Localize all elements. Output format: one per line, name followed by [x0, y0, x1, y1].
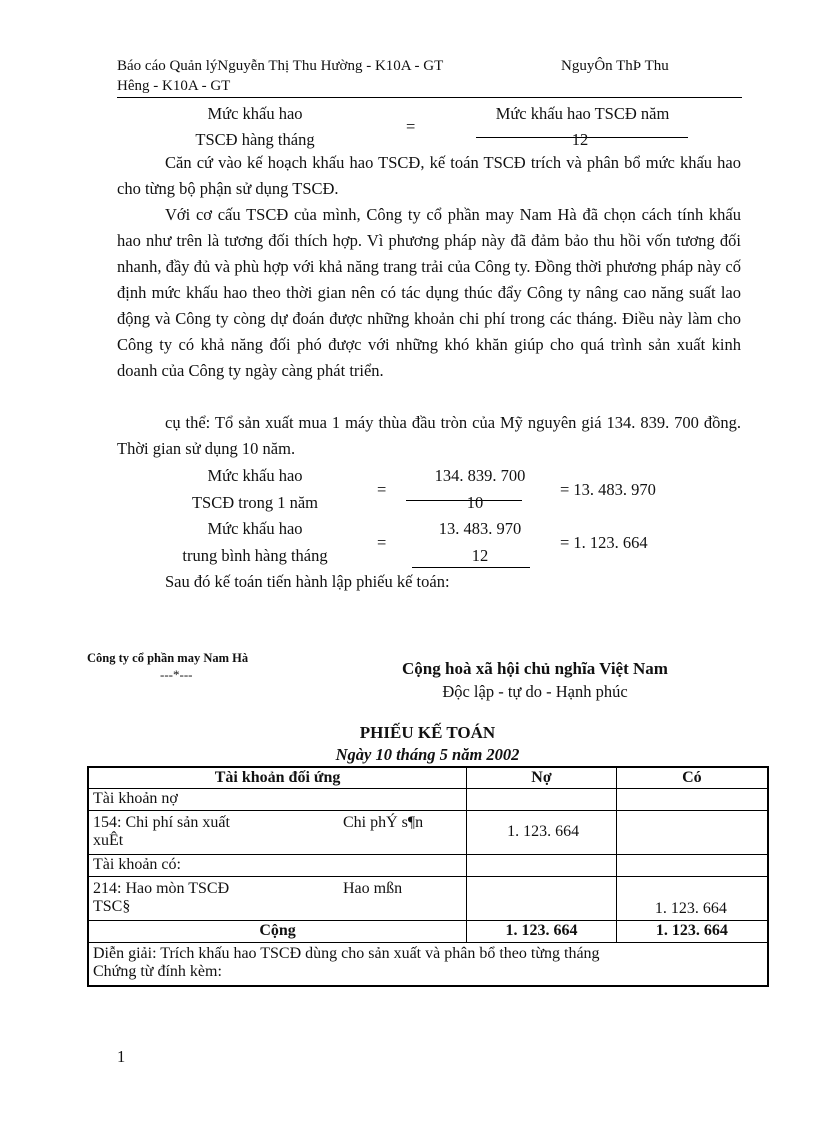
total-label: Cộng: [88, 920, 467, 942]
credit-account: 214: Hao mòn TSCĐ: [93, 880, 230, 897]
header-left: Báo cáo Quản lýNguyễn Thị Thu Hường - K10A - GT: [117, 58, 444, 74]
voucher-table: [87, 766, 769, 987]
header-right: NguyÔn ThÞ Thu: [561, 58, 669, 74]
table-row: [88, 810, 768, 854]
credit-account-cell: [88, 876, 467, 920]
debit-account: 154: Chi phí sản xuất: [93, 814, 230, 831]
paragraph-3: cụ thể: Tổ sản xuất mua 1 máy thùa đầu tròn của Mỹ nguyên giá 134. 839. 700 đồng. Thời gian sử dụng 10 năm.: [117, 413, 741, 458]
debit-amount-empty: [467, 876, 617, 920]
page-number: 1: [117, 1047, 126, 1066]
credit-account-label: Tài khoản có:: [88, 854, 467, 876]
table-header-row: [88, 767, 768, 788]
header-debit: Nợ: [467, 767, 617, 788]
company-separator: ---*---: [160, 667, 193, 682]
national-motto: Độc lập - tự do - Hạnh phúc: [442, 682, 628, 701]
debit-account-cont: xuÊt: [93, 832, 124, 849]
header-account: Tài khoản đối ứng: [88, 767, 467, 788]
header-credit: Có: [616, 767, 768, 788]
total-row: [88, 920, 768, 942]
formula1-numerator: Mức khấu hao TSCĐ năm: [495, 104, 670, 123]
fraction-bar: [412, 567, 530, 568]
voucher-title: PHIẾU KẾ TOÁN: [359, 723, 496, 742]
formula3-label-top: Mức khấu hao: [207, 519, 303, 538]
table-row: [88, 854, 768, 876]
explain-row: [88, 942, 768, 986]
formula3-numerator: 13. 483. 970: [438, 519, 522, 538]
explain-cell: [88, 942, 768, 986]
explanation: Diễn giải: Trích khấu hao TSCĐ dùng cho sản xuất và phân bổ theo từng tháng: [93, 944, 600, 962]
table-row: [88, 876, 768, 920]
formula2-label-top: Mức khấu hao: [207, 466, 303, 485]
header-line2: Hêng - K10A - GT: [117, 78, 231, 94]
paragraph-1: Căn cứ vào kế hoạch khấu hao TSCĐ, kế toán TSCĐ trích và phân bổ mức khấu hao cho từng bộ phận sử dụng TSCĐ.: [117, 153, 741, 198]
formula1-label-bottom: TSCĐ hàng tháng: [195, 130, 315, 149]
formula3-denominator: 12: [471, 546, 489, 565]
attachments: Chứng từ đính kèm:: [93, 962, 222, 980]
formula1-label-top: Mức khấu hao: [207, 104, 303, 123]
voucher-date: Ngày 10 tháng 5 năm 2002: [335, 745, 520, 764]
formula2-equals: =: [377, 480, 387, 499]
formula3-equals: =: [377, 533, 387, 552]
formula2-denominator: 10: [466, 493, 484, 512]
credit-account-cont: TSC§: [93, 898, 131, 915]
debit-account-desc: Chi phÝ s¶n: [343, 814, 424, 831]
debit-account-label: Tài khoản nợ: [88, 788, 467, 810]
page-header: [117, 56, 742, 98]
formula1-equals: =: [406, 117, 416, 136]
formula2-result: = 13. 483. 970: [560, 480, 656, 499]
debit-amount: 1. 123. 664: [467, 810, 617, 854]
credit-amount-empty: [616, 810, 768, 854]
total-credit: 1. 123. 664: [616, 920, 768, 942]
formula1-denominator: 12: [571, 130, 589, 149]
credit-amount: 1. 123. 664: [616, 876, 768, 920]
paragraph-2: Với cơ cấu TSCĐ của mình, Công ty cổ phần may Nam Hà đã chọn cách tính khấu hao như trên là tương đối thích hợp. Vì phương pháp này đã đảm bảo thu hồi vốn tương đối nhanh, đầy đủ và phù hợp với khả năng trang trải của Công ty. Đồng thời phương pháp này cố định mức khấu hao theo thời gian nên có tác dụng thúc đẩy Công ty nâng cao năng suất lao động và Công ty còng dự đoán được những khoản chi phí trong các tháng. Điều này làm cho Công ty có khả năng đối phó được với những khó khăn giúp cho quá trình sản xuất kinh doanh của Công ty ngày càng phát triển.: [117, 205, 741, 380]
credit-account-desc: Hao mßn: [343, 880, 403, 897]
debit-account-cell: [88, 810, 467, 854]
table-row: [88, 788, 768, 810]
after-text: Sau đó kế toán tiến hành lập phiếu kế toán:: [165, 572, 450, 591]
formula3-label-bottom: trung bình hàng tháng: [182, 546, 328, 565]
total-debit: 1. 123. 664: [467, 920, 617, 942]
formula2-numerator: 134. 839. 700: [434, 466, 526, 485]
formula3-result: = 1. 123. 664: [560, 533, 648, 552]
formula2-label-bottom: TSCĐ trong 1 năm: [191, 493, 319, 512]
national-title: Cộng hoà xã hội chủ nghĩa Việt Nam: [402, 659, 668, 678]
company-name: Công ty cổ phần may Nam Hà: [87, 651, 249, 665]
